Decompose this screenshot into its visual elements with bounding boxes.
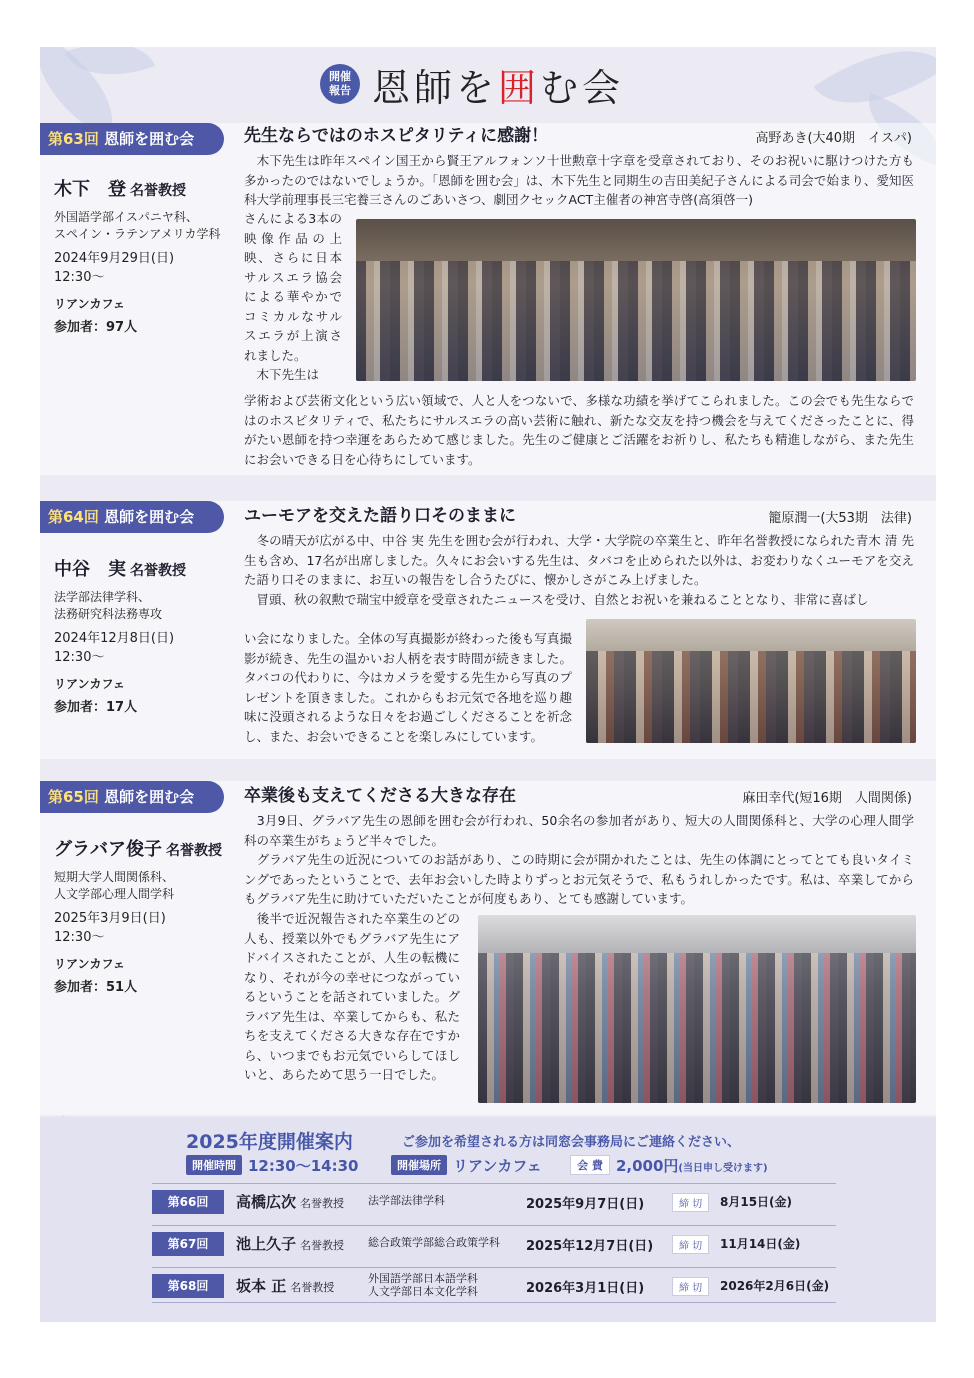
article-text: 3月9日、グラバア先生の恩師を囲む会が行われ、50余名の参加者があり、短大の人間関係科と、大学の心理人間学科の卒業生がちょうど半々でした。 グラバア先生の近況についてのお話があり、この時期に会が開かれたことは、先生の体調にとってとても良いタイミングであったということで、去年お会いした時よりずっとお元気そうで、私もうれしかったです。私は、卒業してからもグラバア先生に助けていただいたことが何度もあり、とても感謝しています。 xyxy=(244,813,914,906)
group-photo xyxy=(356,219,916,381)
event-date: 2024年12月8日(日) xyxy=(54,631,175,646)
deadline-label: 締 切 xyxy=(672,1277,709,1296)
schedule-deadline: 2026年2月6日(金) xyxy=(720,1279,830,1293)
place-value: リアンカフェ xyxy=(452,1157,542,1175)
section-tab: 第65回 恩師を囲む会 xyxy=(40,781,224,813)
schedule-teacher: 高橋広次 名誉教授 xyxy=(236,1193,345,1211)
schedule-announcement xyxy=(40,1117,936,1322)
teacher-name: グラバア俊子 名誉教授 xyxy=(54,839,222,860)
article-author: 籠原潤一(大53期 法律) xyxy=(768,511,912,526)
schedule-date: 2025年9月7日(日) xyxy=(526,1197,645,1212)
schedule-deadline: 11月14日(金) xyxy=(720,1237,801,1251)
article-title: 先生ならではのホスピタリティに感謝！ xyxy=(244,126,549,146)
schedule-date: 2025年12月7日(日) xyxy=(526,1239,654,1254)
event-time: 12:30〜 xyxy=(54,270,105,285)
event-date: 2024年9月29日(日) xyxy=(54,251,175,266)
article-author: 麻田幸代(短16期 人間関係) xyxy=(742,791,912,806)
event-time: 12:30〜 xyxy=(54,930,105,945)
teacher-dept: 法学部法律学科、 法務研究科法務専攻 xyxy=(54,590,163,621)
section-63 xyxy=(40,123,936,475)
schedule-dept: 法学部法律学科 xyxy=(368,1194,445,1207)
article-title: 卒業後も支えてくださる大きな存在 xyxy=(244,786,516,806)
schedule-date: 2026年3月1日(日) xyxy=(526,1281,645,1296)
page-title: 恩師を囲む会 xyxy=(372,66,625,110)
teacher-name: 木下 登 名誉教授 xyxy=(54,179,186,200)
teacher-dept: 短期大学人間関係科、 人文学部心理人間学科 xyxy=(54,870,175,901)
newsletter-page xyxy=(40,47,936,1322)
announce-details xyxy=(186,1155,768,1177)
schedule-dept: 総合政策学部総合政策学科 xyxy=(368,1236,500,1249)
section-64 xyxy=(40,501,936,759)
schedule-teacher: 坂本 正 名誉教授 xyxy=(236,1277,335,1295)
teacher-info xyxy=(54,835,234,995)
section-tab: 第64回 恩師を囲む会 xyxy=(40,501,224,533)
deadline-label: 締 切 xyxy=(672,1235,709,1254)
article-title: ユーモアを交えた語り口そのままに xyxy=(244,506,516,526)
schedule-deadline: 8月15日(金) xyxy=(720,1195,793,1209)
fee-label: 会 費 xyxy=(570,1155,610,1175)
participant-count: 参加者：51人 xyxy=(54,980,138,995)
section-tab: 第63回 恩師を囲む会 xyxy=(40,123,224,155)
event-venue: リアンカフェ xyxy=(54,957,125,971)
place-label: 開催場所 xyxy=(391,1155,447,1175)
fee-value: 2,000円 xyxy=(615,1157,679,1175)
event-venue: リアンカフェ xyxy=(54,677,125,691)
announce-title: 2025年度開催案内 xyxy=(186,1131,353,1153)
report-badge: 開催 報告 xyxy=(320,64,360,104)
article-author: 高野あき(大40期 イスパ) xyxy=(755,131,912,146)
article-text: 学術および芸術文化という広い領域で、人と人をつないで、多様な功績を挙げてこられました。この会でも先生ならではのホスピタリティで、私たちにサルスエラの高い芸術に触れ、新たな交友を持つ機会を与えてくださったことに、得がたい恩師を持つ幸運をあらためて感じました。先生のご健康とご活躍をお祈りし、私たちも精進しながら、また先生にお会いできる日を心待ちにしています。 xyxy=(244,393,914,467)
schedule-number: 第68回 xyxy=(152,1274,224,1298)
deadline-label: 締 切 xyxy=(672,1193,709,1212)
page-header xyxy=(40,47,936,117)
article-text: 後半で近況報告された卒業生のどの人も、授業以外でもグラバア先生にアドバイスされたことが、人生の転機になり、それが今の幸せにつながっているということを話されていました。グラバア先生は、卒業してからも、私たちを支えてくださる大きな存在ですから、いつまでもお元気でいらしてほしいと、あらためて思う一日でした。 xyxy=(244,911,460,1082)
teacher-name: 中谷 実 名誉教授 xyxy=(54,559,186,580)
schedule-number: 第66回 xyxy=(152,1190,224,1214)
announce-note: ご参加を希望される方は同窓会事務局にご連絡ください、 xyxy=(402,1135,741,1150)
group-photo xyxy=(586,619,916,743)
participant-count: 参加者：17人 xyxy=(54,700,138,715)
schedule-row xyxy=(152,1183,836,1219)
time-label: 開催時間 xyxy=(186,1155,242,1175)
participant-count: 参加者：97人 xyxy=(54,320,138,335)
event-venue: リアンカフェ xyxy=(54,297,125,311)
schedule-dept: 外国語学部日本語学科 人文学部日本文化学科 xyxy=(368,1272,478,1298)
schedule-row xyxy=(152,1267,836,1303)
group-photo xyxy=(478,915,916,1103)
schedule-row xyxy=(152,1225,836,1261)
section-65 xyxy=(40,781,936,1115)
article-text: 冬の晴天が広がる中、中谷 実 先生を囲む会が行われ、大学・大学院の卒業生と、昨年名誉教授になられた青木 清 先生も含め、17名が出席しました。久々にお会いする先生は、タバコを止められた以外は、お変わりなくユーモアを交えた語り口そのままに、お互いの報告をし合うたびに、懐かしさがこみ上げました。 冒頭、秋の叙勲で瑞宝中綬章を受章されたニュースを受け、自然とお祝いを兼ねることとなり、非常に喜ばし xyxy=(244,533,914,607)
article-text: い会になりました。全体の写真撮影が終わった後も写真撮影が続き、先生の温かいお人柄を表す時間が続きました。タバコの代わりに、今はカメラを愛する先生から写真のプレゼントを頂きました。これからもお元気で各地を巡り趣味に没頭されるような日々をお過ごしくださることを祈念し、また、お会いできることを楽しみにしています。 xyxy=(244,631,572,744)
schedule-number: 第67回 xyxy=(152,1232,224,1256)
fee-note: (当日申し受けます) xyxy=(678,1163,768,1174)
article-text: 木下先生は昨年スペイン国王から賢王アルフォンソ十世勲章十字章を受章されており、そのお祝いに駆けつけた方も多かったのではないでしょうか。「恩師を囲む会」は、木下先生と同期生の吉田美紀子さんによる司会で始まり、愛知医科大学前理事長三宅養三さんのごあいさつ、劇団クセックACT主催者の神宮寺啓(高須啓一) xyxy=(244,153,914,207)
teacher-dept: 外国語学部イスパニヤ科、 スペイン・ラテンアメリカ学科 xyxy=(54,210,221,241)
event-time: 12:30〜 xyxy=(54,650,105,665)
time-value: 12:30〜14:30 xyxy=(248,1157,359,1175)
article-text: さんによる3本の映像作品の上映、さらに日本サルスエラ協会による華やかでコミカルなサルスエラが上演されました。 木下先生は xyxy=(244,211,342,382)
teacher-info xyxy=(54,555,234,715)
teacher-info xyxy=(54,175,234,335)
event-date: 2025年3月9日(日) xyxy=(54,911,166,926)
schedule-teacher: 池上久子 名誉教授 xyxy=(236,1235,345,1253)
